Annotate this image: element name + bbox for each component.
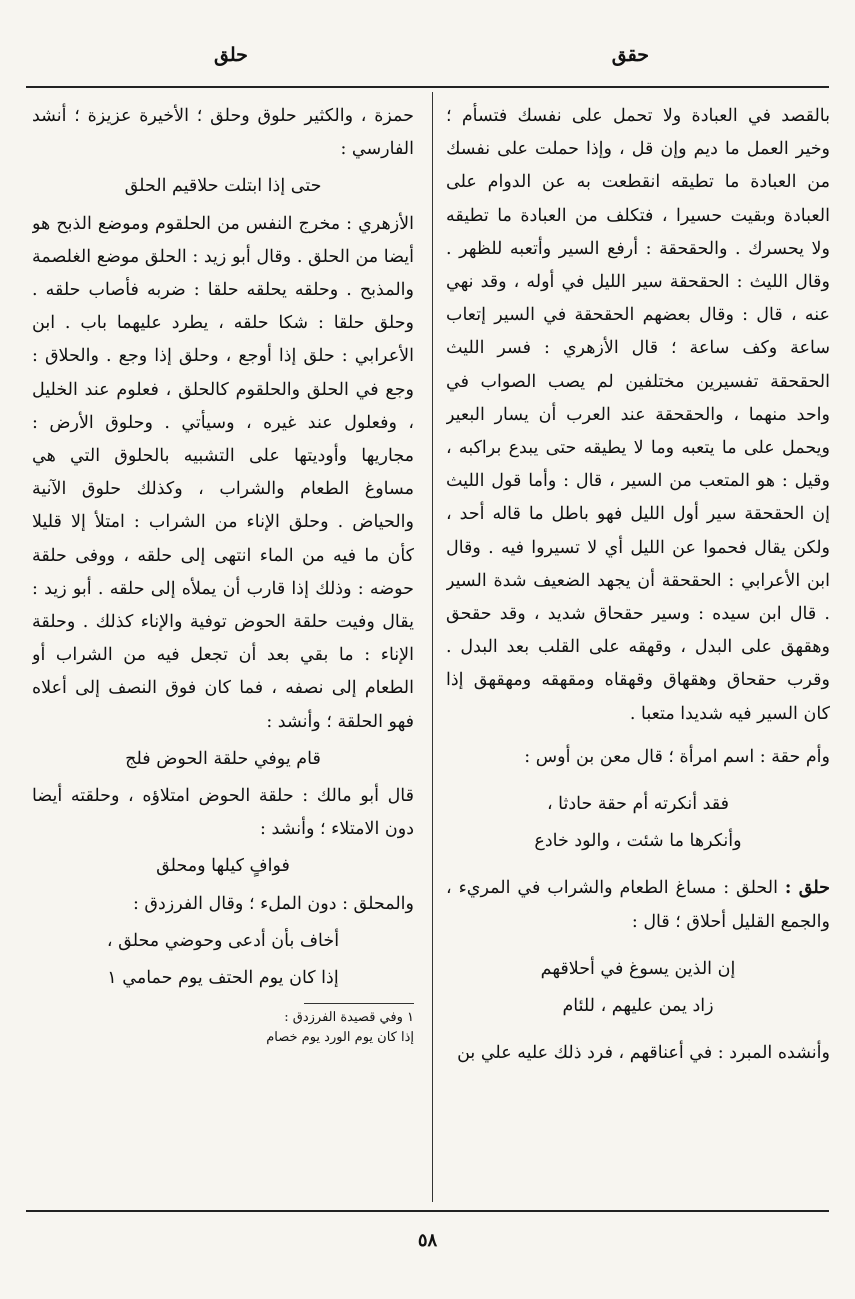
running-header-left: حلق	[214, 44, 248, 66]
verse-line: زاد يمن عليهم ، للئام	[562, 996, 714, 1017]
paragraph: حمزة ، والكثير حلوق وحلق ؛ الأخيرة عزيزة ؛ أنشد الفارسي :	[32, 106, 414, 160]
paragraph: بالقصد في العبادة ولا تحمل على نفسك فتسأم ؛ وخير العمل ما ديم وإن قل ، وإذا حملت على نفسك من العبادة ما تطيقه انقطعت به عن الدوام على العبادة وبقيت حسيرا ، فتكلف من العبادة ما تطيقه ولا يحسرك . والحقحقة : أرفع السير وأتعبه للظهر . وقال الليث : الحقحقة سير الليل في أوله ، وقد نهي عنه ، قال : وقال بعضهم الحقحقة في السير إتعاب ساعة وكف ساعة ؛ قال الأزهري : فسر الليث الحقحقة تفسيرين مختلفين لم يصب الصواب في واحد منهما ، والحقحقة عند العرب أن يسار البعير ويحمل على ما يتعبه وما لا يطيقه حتى يبدع براكبه ، وقيل : هو المتعب من السير ، قال : وأما قول الليث إن الحقحقة سير أول الليل فهو باطل ما قاله أحد ، ولكن يقال فحموا عن الليل أي لا تسيروا فيه . وقال ابن الأعرابي : الحقحقة أن يجهد الضعيف شدة السير . قال ابن سيده : وسير حقحاق شديد ، وقد حقحق وهقهق على البدل ، وقهقه على القلب بعد البدل . وقرب حقحاق وهقهاق وقهقاه ومقهقه ومهقهق إذا كان السير فيه شديدا متعبا .	[446, 106, 830, 724]
page-number: ٥٨	[417, 1230, 438, 1251]
header-rule	[26, 86, 829, 88]
paragraph: وأنشده المبرد : في أعناقهم ، فرد ذلك عليه علي بن	[457, 1043, 830, 1064]
verse-line: وأنكرها ما شئت ، والود خادع	[534, 831, 742, 852]
verse-line: قام يوفي حلقة الحوض فلج	[125, 748, 321, 769]
verse-line: فقد أنكرته أم حقة حادثا ،	[546, 794, 730, 815]
entry-paragraph	[446, 872, 830, 938]
column-divider	[432, 92, 433, 1202]
paragraph: قال أبو مالك : حلقة الحوض امتلاؤه ، وحلقته أيضا دون الامتلاء ؛ وأنشد :	[32, 786, 414, 840]
paragraph: وأم حقة : اسم امرأة ؛ قال معن بن أوس :	[524, 746, 830, 767]
verse-line: فوافٍ كيلها ومحلق	[156, 856, 290, 877]
footnote-rule	[304, 1003, 414, 1004]
entry-headword: حلق :	[784, 878, 830, 899]
verse-line: حتى إذا ابتلت حلاقيم الحلق	[124, 176, 322, 197]
left-column	[32, 100, 414, 1200]
running-header-right: حقق	[611, 44, 649, 66]
paragraph: والمحلق : دون الملء ؛ وقال الفرزدق :	[132, 893, 414, 914]
verse-line: أخاف بأن أدعى وحوضي محلق ،	[106, 930, 340, 951]
right-column	[446, 100, 830, 1200]
entry-text: الحلق : مساغ الطعام والشراب في المريء ، والجمع القليل أحلاق ؛ قال :	[446, 878, 830, 932]
paragraph: الأزهري : مخرج النفس من الحلقوم وموضع الذبح هو أيضا من الحلق . وقال أبو زيد : الحلق موضع الغلصمة والمذبح . وحلقه يحلقه حلقا : ضربه فأصاب حلقه . وحلق حلقا : شكا حلقه ، يطرد عليهما باب . ابن الأعرابي : حلق إذا أوجع ، وحلق إذا وجع . والحلاق : وجع في الحلق والحلقوم كالحلق ، فعلوم عند الخليل ، وفعلول عند غيره ، وسيأتي . وحلوق الأرض : مجاريها وأوديتها على التشبيه بالحلوق التي هي مساوغ الطعام والشراب ، وكذلك حلوق الآنية والحياض . وحلق الإناء من الشراب : امتلأ إلا قليلا كأن ما فيه من الماء انتهى إلى حلقه ، ووفى حلقة حوضه : وذلك إذا قارب أن يملأه إلى حلقه . أبو زيد : يقال وفيت حلقة الحوض توفية والإناء كذلك . وحلقة الإناء : ما بقي بعد أن تجعل فيه من الشراب أو الطعام إلى نصفه ، فما كان فوق النصف إلى أعلاه فهو الحلقة ؛ وأنشد :	[32, 213, 414, 732]
verse-line: إذا كان يوم الحتف يوم حمامي ١	[107, 968, 339, 989]
footnote: ١ وفي قصيدة الفرزدق :	[284, 1010, 414, 1026]
footnote-verse: إذا كان يوم الورد يوم خصام	[266, 1030, 414, 1046]
verse-line: إن الذين يسوغ في أحلاقهم	[540, 958, 736, 979]
footer-rule	[26, 1210, 829, 1212]
